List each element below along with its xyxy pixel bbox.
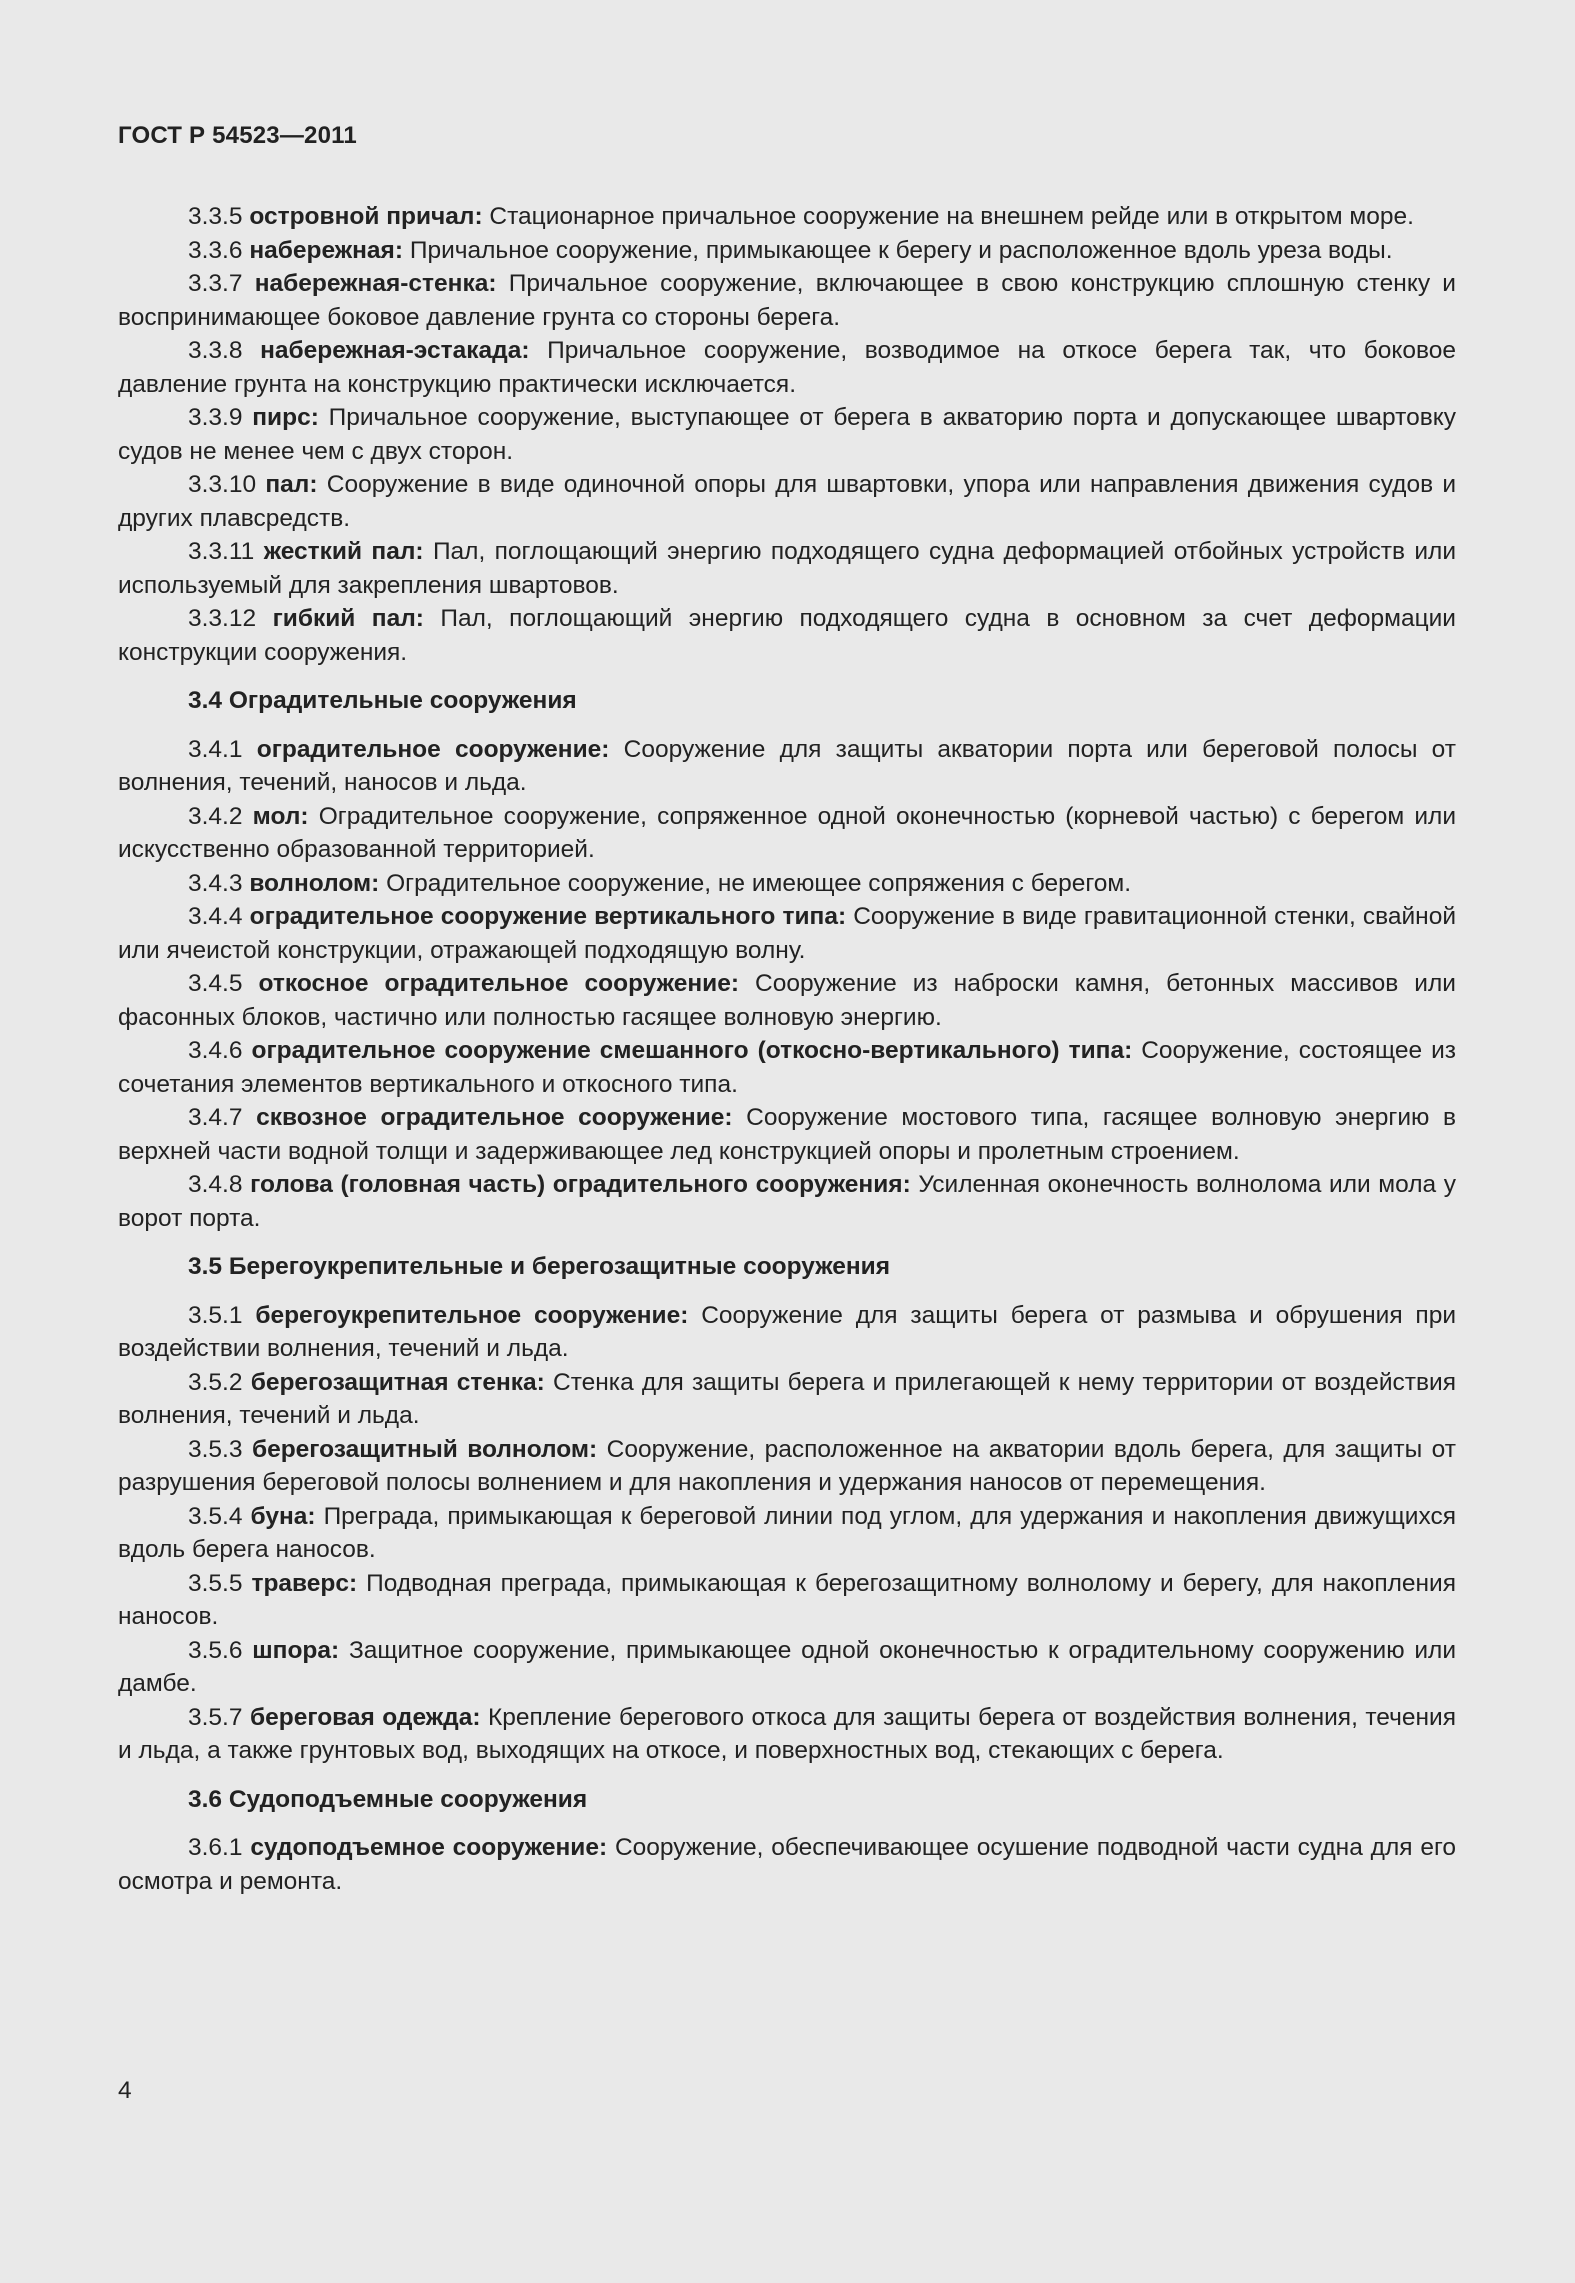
- clause-number: 3.3.12: [188, 605, 257, 632]
- defined-term: буна:: [250, 1502, 316, 1530]
- defined-term: набережная:: [249, 236, 404, 264]
- clause-number: 3.3.6: [188, 236, 243, 264]
- defined-term: жесткий пал:: [263, 538, 424, 565]
- clause-number: 3.3.7: [188, 270, 243, 297]
- definition-paragraph: [118, 1831, 1456, 1898]
- definition-paragraph: [118, 535, 1456, 602]
- document-header: ГОСТ Р 54523—2011: [118, 122, 357, 149]
- defined-term: сквозное оградительное сооружение:: [256, 1104, 733, 1131]
- clause-number: 3.3.8: [188, 337, 243, 364]
- clause-number: 3.5.2: [188, 1368, 243, 1396]
- clause-number: 3.3.10: [188, 471, 257, 498]
- section-heading: 3.5 Берегоукрепительные и берегозащитные сооружения: [188, 1253, 891, 1280]
- definition-text: Оградительное сооружение, не имеющее сопряжения с берегом.: [386, 869, 1132, 897]
- clause-number: 3.4.8: [188, 1171, 243, 1198]
- definition-text: Сооружение из наброски камня, бетонных массивов или фасонных блоков, частично или полностью гасящее волновую энергию.: [118, 970, 1456, 1031]
- definition-text: Сооружение для защиты акватории порта или береговой полосы от волнения, течений, наносов и льда.: [118, 735, 1456, 796]
- definition-text: Пал, поглощающий энергию подходящего судна в основном за счет деформации конструкции сооружения.: [118, 605, 1456, 666]
- defined-term: берегозащитный волнолом:: [251, 1435, 598, 1463]
- defined-term: островной причал:: [249, 203, 483, 230]
- clause-number: 3.5.7: [188, 1703, 243, 1731]
- clause-number: 3.4.5: [188, 970, 243, 997]
- definition-paragraph: [118, 267, 1456, 334]
- definition-text: Причальное сооружение, примыкающее к берегу и расположенное вдоль уреза воды.: [409, 236, 1393, 264]
- clause-number: 3.4.2: [188, 802, 243, 830]
- defined-term: берегоукрепительное сооружение:: [255, 1301, 689, 1329]
- definition-paragraph: [118, 234, 1456, 268]
- definition-text: Пал, поглощающий энергию подходящего судна деформацией отбойных устройств или используемый для закрепления швартовов.: [118, 538, 1457, 599]
- definition-text: Оградительное сооружение, сопряженное одной оконечностью (корневой частью) с берегом или искусственно образованной территорией.: [118, 802, 1457, 863]
- clause-number: 3.5.1: [188, 1301, 243, 1329]
- defined-term: пал:: [265, 471, 318, 498]
- defined-term: траверс:: [251, 1569, 358, 1597]
- definition-text: Сооружение, состоящее из сочетания элементов вертикального и откосного типа.: [118, 1037, 1456, 1098]
- defined-term: береговая одежда:: [249, 1703, 481, 1731]
- definition-paragraph: [118, 900, 1456, 967]
- defined-term: мол:: [252, 802, 309, 830]
- defined-term: откосное оградительное сооружение:: [258, 970, 739, 997]
- definition-text: Сооружение, обеспечивающее осушение подводной части судна для его осмотра и ремонта.: [118, 1834, 1456, 1895]
- definition-text: Стационарное причальное сооружение на внешнем рейде или в открытом море.: [489, 203, 1414, 230]
- defined-term: оградительное сооружение смешанного (откосно-вертикального) типа:: [251, 1037, 1133, 1064]
- definition-paragraph: [118, 1701, 1456, 1768]
- definition-text: Сооружение в виде гравитационной стенки, свайной или ячеистой конструкции, отражающей подходящую волну.: [118, 903, 1457, 964]
- definition-paragraph: [118, 967, 1456, 1034]
- defined-term: оградительное сооружение:: [256, 735, 610, 763]
- defined-term: голова (головная часть) оградительного сооружения:: [250, 1171, 911, 1198]
- definition-paragraph: [118, 468, 1456, 535]
- definition-text: Сооружение в виде одиночной опоры для швартовки, упора или направления движения судов и других плавсредств.: [118, 471, 1457, 532]
- defined-term: гибкий пал:: [272, 605, 424, 632]
- definition-paragraph: [118, 800, 1456, 867]
- clause-number: 3.4.1: [188, 735, 243, 763]
- definition-paragraph: [118, 1366, 1456, 1433]
- clause-number: 3.3.5: [188, 203, 243, 230]
- definition-text: Причальное сооружение, возводимое на откосе берега так, что боковое давление грунта на конструкцию практически исключается.: [118, 337, 1456, 398]
- definition-paragraph: [118, 1034, 1456, 1101]
- defined-term: берегозащитная стенка:: [250, 1368, 545, 1396]
- defined-term: набережная-стенка:: [254, 270, 497, 297]
- definition-paragraph: [118, 1101, 1456, 1168]
- definition-text: Сооружение мостового типа, гасящее волновую энергию в верхней части водной толщи и задерживающее лед конструкцией опоры и пролетным строением.: [118, 1104, 1456, 1165]
- definition-paragraph: [118, 1168, 1456, 1235]
- section-heading: 3.4 Оградительные сооружения: [188, 687, 577, 714]
- definition-text: Преграда, примыкающая к береговой линии под углом, для удержания и накопления движущихся вдоль берега наносов.: [118, 1502, 1456, 1563]
- defined-term: пирс:: [252, 404, 319, 431]
- clause-number: 3.4.7: [188, 1104, 243, 1131]
- definition-text: Подводная преграда, примыкающая к берегозащитному волнолому и берегу, для накопления наносов.: [118, 1569, 1456, 1630]
- clause-number: 3.3.11: [188, 538, 255, 565]
- defined-term: волнолом:: [249, 869, 380, 897]
- clause-number: 3.4.6: [188, 1037, 243, 1064]
- clause-number: 3.6.1: [188, 1834, 243, 1861]
- defined-term: шпора:: [252, 1636, 340, 1664]
- definition-paragraph: [118, 867, 1456, 901]
- definition-paragraph: [118, 1299, 1456, 1366]
- definition-text: Усиленная оконечность волнолома или мола у ворот порта.: [118, 1171, 1456, 1232]
- clause-number: 3.5.5: [188, 1569, 243, 1597]
- definition-text: Защитное сооружение, примыкающее одной оконечностью к оградительному сооружению или дамбе.: [118, 1636, 1456, 1697]
- clause-number: 3.4.3: [188, 869, 243, 897]
- definition-paragraph: [118, 334, 1456, 401]
- definition-paragraph: [118, 1567, 1456, 1634]
- defined-term: набережная-эстакада:: [260, 337, 530, 364]
- definition-text: Причальное сооружение, включающее в свою конструкцию сплошную стенку и воспринимающее боковое давление грунта со стороны берега.: [118, 270, 1456, 331]
- clause-number: 3.4.4: [188, 903, 243, 930]
- definition-text: Причальное сооружение, выступающее от берега в акваторию порта и допускающее швартовку судов не менее чем с двух сторон.: [118, 404, 1456, 465]
- clause-number: 3.5.6: [188, 1636, 243, 1664]
- defined-term: судоподъемное сооружение:: [250, 1834, 608, 1861]
- clause-number: 3.3.9: [188, 404, 243, 431]
- definition-paragraph: [118, 200, 1456, 234]
- definition-paragraph: [118, 733, 1456, 800]
- document-body: [118, 200, 1456, 1898]
- definition-paragraph: [118, 1634, 1456, 1701]
- definition-paragraph: [118, 602, 1456, 669]
- section-heading: 3.6 Судоподъемные сооружения: [188, 1785, 588, 1813]
- definition-paragraph: [118, 1500, 1456, 1567]
- definition-text: Сооружение, расположенное на акватории вдоль берега, для защиты от разрушения береговой полосы волнением и для накопления и удержания наносов от перемещения.: [118, 1435, 1456, 1496]
- definition-paragraph: [118, 401, 1456, 468]
- defined-term: оградительное сооружение вертикального типа:: [249, 903, 847, 930]
- definition-paragraph: [118, 1433, 1456, 1500]
- clause-number: 3.5.4: [188, 1502, 243, 1530]
- definition-text: Сооружение для защиты берега от размыва и обрушения при воздействии волнения, течений и льда.: [118, 1301, 1457, 1362]
- page-number: 4: [118, 2077, 132, 2104]
- definition-text: Стенка для защиты берега и прилегающей к нему территории от воздействия волнения, течений и льда.: [118, 1368, 1456, 1429]
- definition-text: Крепление берегового откоса для защиты берега от воздействия волнения, течения и льда, а также грунтовых вод, выходящих на откосе, и поверхностных вод, стекающих с берега.: [118, 1703, 1456, 1764]
- clause-number: 3.5.3: [188, 1435, 243, 1463]
